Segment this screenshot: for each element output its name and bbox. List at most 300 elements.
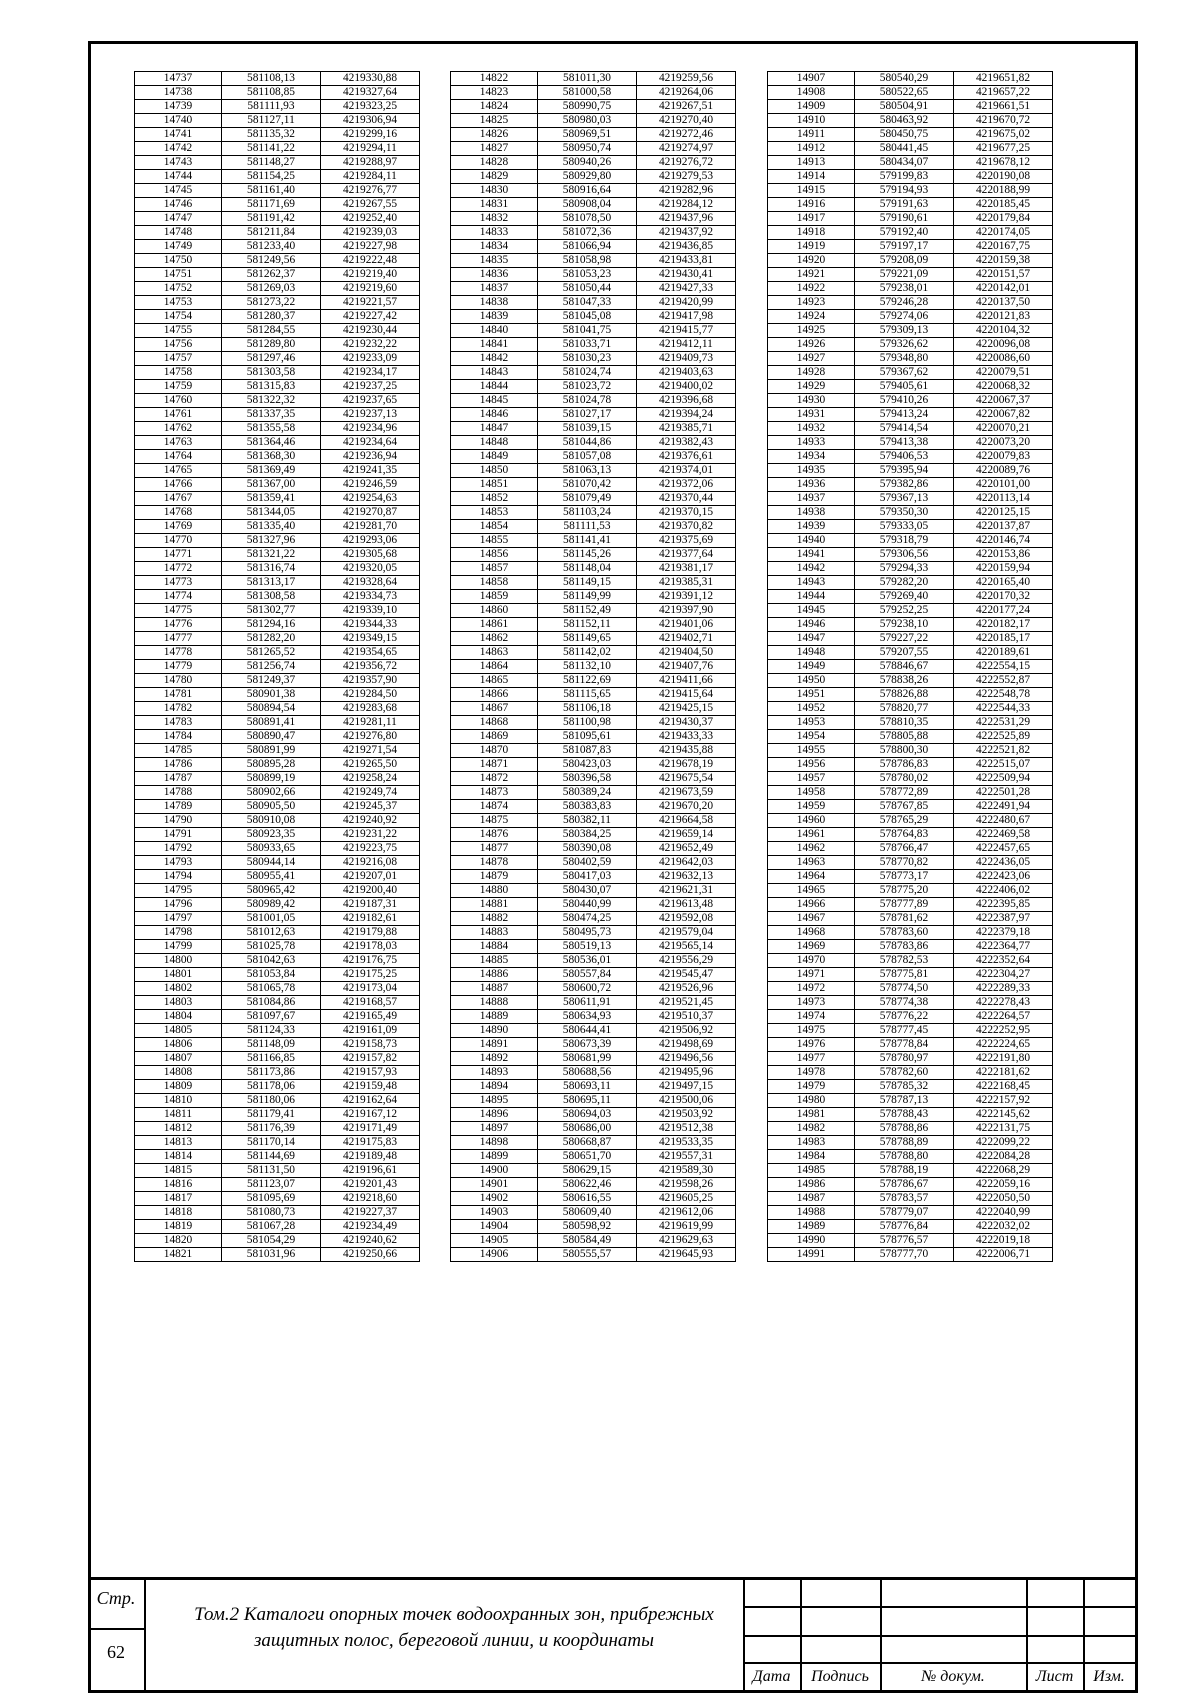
- x-coordinate-cell: 580944,14: [222, 856, 321, 870]
- point-number-cell: 14856: [451, 548, 538, 562]
- table-row: [768, 660, 1053, 674]
- x-coordinate-cell: 581149,65: [538, 632, 637, 646]
- table-row: [768, 772, 1053, 786]
- x-coordinate-cell: 578788,43: [855, 1108, 954, 1122]
- y-coordinate-cell: 4222501,28: [954, 786, 1053, 800]
- point-number-cell: 14912: [768, 142, 855, 156]
- y-coordinate-cell: 4219175,83: [321, 1136, 420, 1150]
- point-number-cell: 14951: [768, 688, 855, 702]
- x-coordinate-cell: 581249,56: [222, 254, 321, 268]
- y-coordinate-cell: 4222181,62: [954, 1066, 1053, 1080]
- x-coordinate-cell: 581100,98: [538, 716, 637, 730]
- table-row: [135, 1248, 420, 1262]
- table-row: [451, 226, 736, 240]
- y-coordinate-cell: 4219330,88: [321, 72, 420, 86]
- x-coordinate-cell: 578800,30: [855, 744, 954, 758]
- point-number-cell: 14745: [135, 184, 222, 198]
- table-row: [451, 744, 736, 758]
- coordinates-table-3: [767, 71, 1053, 1262]
- point-number-cell: 14897: [451, 1122, 538, 1136]
- point-number-cell: 14828: [451, 156, 538, 170]
- x-coordinate-cell: 579309,13: [855, 324, 954, 338]
- x-coordinate-cell: 581178,06: [222, 1080, 321, 1094]
- x-coordinate-cell: 578788,80: [855, 1150, 954, 1164]
- table-row: [135, 660, 420, 674]
- point-number-cell: 14845: [451, 394, 538, 408]
- y-coordinate-cell: 4219239,03: [321, 226, 420, 240]
- point-number-cell: 14892: [451, 1052, 538, 1066]
- point-number-cell: 14817: [135, 1192, 222, 1206]
- y-coordinate-cell: 4219370,15: [637, 506, 736, 520]
- x-coordinate-cell: 578777,70: [855, 1248, 954, 1262]
- table-row: [451, 450, 736, 464]
- x-coordinate-cell: 578785,32: [855, 1080, 954, 1094]
- table-row: [451, 422, 736, 436]
- y-coordinate-cell: 4219425,15: [637, 702, 736, 716]
- point-number-cell: 14874: [451, 800, 538, 814]
- title-block-divider: [144, 1580, 146, 1693]
- y-coordinate-cell: 4220182,17: [954, 618, 1053, 632]
- x-coordinate-cell: 581170,14: [222, 1136, 321, 1150]
- x-coordinate-cell: 580673,39: [538, 1038, 637, 1052]
- table-row: [451, 534, 736, 548]
- point-number-cell: 14794: [135, 870, 222, 884]
- x-coordinate-cell: 580450,75: [855, 128, 954, 142]
- table-row: [451, 702, 736, 716]
- x-coordinate-cell: 579227,22: [855, 632, 954, 646]
- x-coordinate-cell: 581079,49: [538, 492, 637, 506]
- table-row: [135, 282, 420, 296]
- x-coordinate-cell: 580389,24: [538, 786, 637, 800]
- x-coordinate-cell: 581024,78: [538, 394, 637, 408]
- table-row: [451, 1150, 736, 1164]
- y-coordinate-cell: 4219227,37: [321, 1206, 420, 1220]
- x-coordinate-cell: 579199,83: [855, 170, 954, 184]
- x-coordinate-cell: 581050,44: [538, 282, 637, 296]
- table-row: [135, 100, 420, 114]
- point-number-cell: 14981: [768, 1108, 855, 1122]
- y-coordinate-cell: 4219498,69: [637, 1038, 736, 1052]
- point-number-cell: 14958: [768, 786, 855, 800]
- y-coordinate-cell: 4222552,87: [954, 674, 1053, 688]
- x-coordinate-cell: 578838,26: [855, 674, 954, 688]
- point-number-cell: 14837: [451, 282, 538, 296]
- y-coordinate-cell: 4219265,50: [321, 758, 420, 772]
- x-coordinate-cell: 581142,02: [538, 646, 637, 660]
- header-sheet: Лист: [1035, 1668, 1074, 1685]
- y-coordinate-cell: 4219400,02: [637, 380, 736, 394]
- table-row: [451, 1024, 736, 1038]
- y-coordinate-cell: 4219252,40: [321, 212, 420, 226]
- y-coordinate-cell: 4219427,33: [637, 282, 736, 296]
- x-coordinate-cell: 581280,37: [222, 310, 321, 324]
- table-row: [135, 1108, 420, 1122]
- x-coordinate-cell: 578775,81: [855, 968, 954, 982]
- point-number-cell: 14818: [135, 1206, 222, 1220]
- x-coordinate-cell: 581108,85: [222, 86, 321, 100]
- point-number-cell: 14824: [451, 100, 538, 114]
- y-coordinate-cell: 4222191,80: [954, 1052, 1053, 1066]
- x-coordinate-cell: 580668,87: [538, 1136, 637, 1150]
- x-coordinate-cell: 581042,63: [222, 954, 321, 968]
- table-row: [451, 296, 736, 310]
- table-row: [768, 1010, 1053, 1024]
- table-row: [451, 1066, 736, 1080]
- table-row: [451, 212, 736, 226]
- table-row: [135, 324, 420, 338]
- y-coordinate-cell: 4220137,50: [954, 296, 1053, 310]
- x-coordinate-cell: 579246,28: [855, 296, 954, 310]
- table-row: [768, 730, 1053, 744]
- y-coordinate-cell: 4222544,33: [954, 702, 1053, 716]
- table-row: [768, 1066, 1053, 1080]
- x-coordinate-cell: 579410,26: [855, 394, 954, 408]
- x-coordinate-cell: 580555,57: [538, 1248, 637, 1262]
- table-row: [451, 1038, 736, 1052]
- table-row: [768, 1248, 1053, 1262]
- point-number-cell: 14875: [451, 814, 538, 828]
- y-coordinate-cell: 4220170,32: [954, 590, 1053, 604]
- x-coordinate-cell: 580441,45: [855, 142, 954, 156]
- point-number-cell: 14964: [768, 870, 855, 884]
- y-coordinate-cell: 4219430,37: [637, 716, 736, 730]
- table-row: [135, 884, 420, 898]
- x-coordinate-cell: 578786,83: [855, 758, 954, 772]
- point-number-cell: 14916: [768, 198, 855, 212]
- x-coordinate-cell: 578775,20: [855, 884, 954, 898]
- x-coordinate-cell: 581132,10: [538, 660, 637, 674]
- x-coordinate-cell: 578788,89: [855, 1136, 954, 1150]
- x-coordinate-cell: 580434,07: [855, 156, 954, 170]
- table-row: [768, 1122, 1053, 1136]
- point-number-cell: 14836: [451, 268, 538, 282]
- x-coordinate-cell: 580933,65: [222, 842, 321, 856]
- x-coordinate-cell: 581265,52: [222, 646, 321, 660]
- point-number-cell: 14961: [768, 828, 855, 842]
- x-coordinate-cell: 581148,27: [222, 156, 321, 170]
- table-row: [451, 352, 736, 366]
- x-coordinate-cell: 580495,73: [538, 926, 637, 940]
- point-number-cell: 14949: [768, 660, 855, 674]
- y-coordinate-cell: 4219259,56: [637, 72, 736, 86]
- table-row: [768, 968, 1053, 982]
- point-number-cell: 14805: [135, 1024, 222, 1038]
- point-number-cell: 14796: [135, 898, 222, 912]
- x-coordinate-cell: 579413,24: [855, 408, 954, 422]
- x-coordinate-cell: 580965,42: [222, 884, 321, 898]
- point-number-cell: 14792: [135, 842, 222, 856]
- point-number-cell: 14844: [451, 380, 538, 394]
- table-row: [768, 254, 1053, 268]
- table-row: [135, 828, 420, 842]
- point-number-cell: 14782: [135, 702, 222, 716]
- x-coordinate-cell: 581289,80: [222, 338, 321, 352]
- y-coordinate-cell: 4222168,45: [954, 1080, 1053, 1094]
- y-coordinate-cell: 4220151,57: [954, 268, 1053, 282]
- table-row: [451, 170, 736, 184]
- table-row: [451, 408, 736, 422]
- point-number-cell: 14880: [451, 884, 538, 898]
- x-coordinate-cell: 579326,62: [855, 338, 954, 352]
- point-number-cell: 14766: [135, 478, 222, 492]
- y-coordinate-cell: 4219249,74: [321, 786, 420, 800]
- y-coordinate-cell: 4219230,44: [321, 324, 420, 338]
- y-coordinate-cell: 4219207,01: [321, 870, 420, 884]
- x-coordinate-cell: 579190,61: [855, 212, 954, 226]
- x-coordinate-cell: 579197,17: [855, 240, 954, 254]
- x-coordinate-cell: 580990,75: [538, 100, 637, 114]
- point-number-cell: 14737: [135, 72, 222, 86]
- table-row: [451, 982, 736, 996]
- point-number-cell: 14889: [451, 1010, 538, 1024]
- table-row: [135, 408, 420, 422]
- x-coordinate-cell: 581145,26: [538, 548, 637, 562]
- table-row: [768, 506, 1053, 520]
- point-number-cell: 14859: [451, 590, 538, 604]
- point-number-cell: 14823: [451, 86, 538, 100]
- x-coordinate-cell: 581072,36: [538, 226, 637, 240]
- x-coordinate-cell: 579191,63: [855, 198, 954, 212]
- x-coordinate-cell: 580894,54: [222, 702, 321, 716]
- table-row: [451, 828, 736, 842]
- point-number-cell: 14960: [768, 814, 855, 828]
- x-coordinate-cell: 581054,29: [222, 1234, 321, 1248]
- y-coordinate-cell: 4220068,32: [954, 380, 1053, 394]
- y-coordinate-cell: 4220073,20: [954, 436, 1053, 450]
- x-coordinate-cell: 579348,80: [855, 352, 954, 366]
- x-coordinate-cell: 581087,83: [538, 744, 637, 758]
- x-coordinate-cell: 578766,47: [855, 842, 954, 856]
- point-number-cell: 14894: [451, 1080, 538, 1094]
- table-row: [135, 114, 420, 128]
- point-number-cell: 14827: [451, 142, 538, 156]
- point-number-cell: 14906: [451, 1248, 538, 1262]
- point-number-cell: 14829: [451, 170, 538, 184]
- y-coordinate-cell: 4222491,94: [954, 800, 1053, 814]
- x-coordinate-cell: 578764,83: [855, 828, 954, 842]
- y-coordinate-cell: 4220190,08: [954, 170, 1053, 184]
- y-coordinate-cell: 4219382,43: [637, 436, 736, 450]
- point-number-cell: 14741: [135, 128, 222, 142]
- y-coordinate-cell: 4219264,06: [637, 86, 736, 100]
- point-number-cell: 14890: [451, 1024, 538, 1038]
- table-row: [768, 478, 1053, 492]
- x-coordinate-cell: 578767,85: [855, 800, 954, 814]
- point-number-cell: 14930: [768, 394, 855, 408]
- y-coordinate-cell: 4220067,37: [954, 394, 1053, 408]
- table-row: [135, 1094, 420, 1108]
- y-coordinate-cell: 4220070,21: [954, 422, 1053, 436]
- x-coordinate-cell: 579406,53: [855, 450, 954, 464]
- table-row: [768, 926, 1053, 940]
- point-number-cell: 14968: [768, 926, 855, 940]
- point-number-cell: 14867: [451, 702, 538, 716]
- point-number-cell: 14781: [135, 688, 222, 702]
- table-row: [768, 576, 1053, 590]
- x-coordinate-cell: 578777,45: [855, 1024, 954, 1038]
- x-coordinate-cell: 581066,94: [538, 240, 637, 254]
- point-number-cell: 14807: [135, 1052, 222, 1066]
- y-coordinate-cell: 4219503,92: [637, 1108, 736, 1122]
- point-number-cell: 14776: [135, 618, 222, 632]
- table-row: [768, 114, 1053, 128]
- x-coordinate-cell: 580891,99: [222, 744, 321, 758]
- x-coordinate-cell: 578779,07: [855, 1206, 954, 1220]
- point-number-cell: 14922: [768, 282, 855, 296]
- x-coordinate-cell: 581115,65: [538, 688, 637, 702]
- point-number-cell: 14857: [451, 562, 538, 576]
- table-row: [135, 604, 420, 618]
- table-row: [135, 968, 420, 982]
- y-coordinate-cell: 4222548,78: [954, 688, 1053, 702]
- x-coordinate-cell: 580440,99: [538, 898, 637, 912]
- table-row: [451, 786, 736, 800]
- table-row: [768, 464, 1053, 478]
- x-coordinate-cell: 581152,49: [538, 604, 637, 618]
- x-coordinate-cell: 581179,41: [222, 1108, 321, 1122]
- y-coordinate-cell: 4220153,86: [954, 548, 1053, 562]
- y-coordinate-cell: 4219234,49: [321, 1220, 420, 1234]
- table-row: [135, 1136, 420, 1150]
- table-row: [768, 1192, 1053, 1206]
- x-coordinate-cell: 580417,03: [538, 870, 637, 884]
- header-date: Дата: [752, 1668, 791, 1685]
- x-coordinate-cell: 579192,40: [855, 226, 954, 240]
- point-number-cell: 14868: [451, 716, 538, 730]
- y-coordinate-cell: 4222252,95: [954, 1024, 1053, 1038]
- table-row: [768, 422, 1053, 436]
- x-coordinate-cell: 580651,70: [538, 1150, 637, 1164]
- x-coordinate-cell: 581359,41: [222, 492, 321, 506]
- table-row: [768, 996, 1053, 1010]
- point-number-cell: 14801: [135, 968, 222, 982]
- x-coordinate-cell: 578776,22: [855, 1010, 954, 1024]
- point-number-cell: 14765: [135, 464, 222, 478]
- point-number-cell: 14740: [135, 114, 222, 128]
- table-row: [451, 1178, 736, 1192]
- x-coordinate-cell: 581095,69: [222, 1192, 321, 1206]
- table-row: [768, 954, 1053, 968]
- table-row: [135, 940, 420, 954]
- table-row: [135, 926, 420, 940]
- x-coordinate-cell: 578820,77: [855, 702, 954, 716]
- point-number-cell: 14825: [451, 114, 538, 128]
- x-coordinate-cell: 580522,65: [855, 86, 954, 100]
- table-row: [451, 366, 736, 380]
- x-coordinate-cell: 580899,19: [222, 772, 321, 786]
- y-coordinate-cell: 4219237,25: [321, 380, 420, 394]
- y-coordinate-cell: 4219437,96: [637, 212, 736, 226]
- x-coordinate-cell: 581166,85: [222, 1052, 321, 1066]
- point-number-cell: 14929: [768, 380, 855, 394]
- point-number-cell: 14855: [451, 534, 538, 548]
- x-coordinate-cell: 581095,61: [538, 730, 637, 744]
- point-number-cell: 14955: [768, 744, 855, 758]
- x-coordinate-cell: 581303,58: [222, 366, 321, 380]
- y-coordinate-cell: 4220185,17: [954, 632, 1053, 646]
- x-coordinate-cell: 579252,25: [855, 604, 954, 618]
- x-coordinate-cell: 581364,46: [222, 436, 321, 450]
- point-number-cell: 14747: [135, 212, 222, 226]
- point-number-cell: 14800: [135, 954, 222, 968]
- table-row: [768, 212, 1053, 226]
- table-row: [768, 716, 1053, 730]
- point-number-cell: 14986: [768, 1178, 855, 1192]
- x-coordinate-cell: 579207,55: [855, 646, 954, 660]
- table-row: [768, 436, 1053, 450]
- x-coordinate-cell: 581256,74: [222, 660, 321, 674]
- point-number-cell: 14739: [135, 100, 222, 114]
- table-row: [135, 170, 420, 184]
- y-coordinate-cell: 4219613,48: [637, 898, 736, 912]
- y-coordinate-cell: 4220101,00: [954, 478, 1053, 492]
- y-coordinate-cell: 4219293,06: [321, 534, 420, 548]
- y-coordinate-cell: 4219397,90: [637, 604, 736, 618]
- point-number-cell: 14957: [768, 772, 855, 786]
- x-coordinate-cell: 581180,06: [222, 1094, 321, 1108]
- x-coordinate-cell: 581335,40: [222, 520, 321, 534]
- point-number-cell: 14743: [135, 156, 222, 170]
- point-number-cell: 14769: [135, 520, 222, 534]
- y-coordinate-cell: 4219673,59: [637, 786, 736, 800]
- y-coordinate-cell: 4222145,62: [954, 1108, 1053, 1122]
- table-row: [135, 198, 420, 212]
- x-coordinate-cell: 579333,05: [855, 520, 954, 534]
- y-coordinate-cell: 4219677,25: [954, 142, 1053, 156]
- x-coordinate-cell: 580540,29: [855, 72, 954, 86]
- x-coordinate-cell: 580688,56: [538, 1066, 637, 1080]
- x-coordinate-cell: 579318,79: [855, 534, 954, 548]
- y-coordinate-cell: 4222395,85: [954, 898, 1053, 912]
- table-row: [451, 898, 736, 912]
- point-number-cell: 14742: [135, 142, 222, 156]
- point-number-cell: 14939: [768, 520, 855, 534]
- point-number-cell: 14984: [768, 1150, 855, 1164]
- x-coordinate-cell: 580891,41: [222, 716, 321, 730]
- table-row: [768, 646, 1053, 660]
- x-coordinate-cell: 581111,53: [538, 520, 637, 534]
- point-number-cell: 14923: [768, 296, 855, 310]
- y-coordinate-cell: 4219619,99: [637, 1220, 736, 1234]
- point-number-cell: 14820: [135, 1234, 222, 1248]
- y-coordinate-cell: 4219270,87: [321, 506, 420, 520]
- y-coordinate-cell: 4219592,08: [637, 912, 736, 926]
- document-title-line-1: Том.2 Каталоги опорных точек водоохранных зон, прибрежных: [194, 1604, 714, 1625]
- x-coordinate-cell: 580905,50: [222, 800, 321, 814]
- table-row: [451, 184, 736, 198]
- table-row: [451, 128, 736, 142]
- y-coordinate-cell: 4222131,75: [954, 1122, 1053, 1136]
- y-coordinate-cell: 4219670,72: [954, 114, 1053, 128]
- table-row: [135, 576, 420, 590]
- table-row: [451, 814, 736, 828]
- point-number-cell: 14881: [451, 898, 538, 912]
- point-number-cell: 14903: [451, 1206, 538, 1220]
- y-coordinate-cell: 4219598,26: [637, 1178, 736, 1192]
- table-row: [135, 982, 420, 996]
- table-row: [135, 786, 420, 800]
- point-number-cell: 14830: [451, 184, 538, 198]
- x-coordinate-cell: 581176,39: [222, 1122, 321, 1136]
- x-coordinate-cell: 581273,22: [222, 296, 321, 310]
- x-coordinate-cell: 578774,38: [855, 996, 954, 1010]
- y-coordinate-cell: 4219629,63: [637, 1234, 736, 1248]
- point-number-cell: 14943: [768, 576, 855, 590]
- x-coordinate-cell: 578780,97: [855, 1052, 954, 1066]
- y-coordinate-cell: 4219545,47: [637, 968, 736, 982]
- y-coordinate-cell: 4219189,48: [321, 1150, 420, 1164]
- x-coordinate-cell: 578782,60: [855, 1066, 954, 1080]
